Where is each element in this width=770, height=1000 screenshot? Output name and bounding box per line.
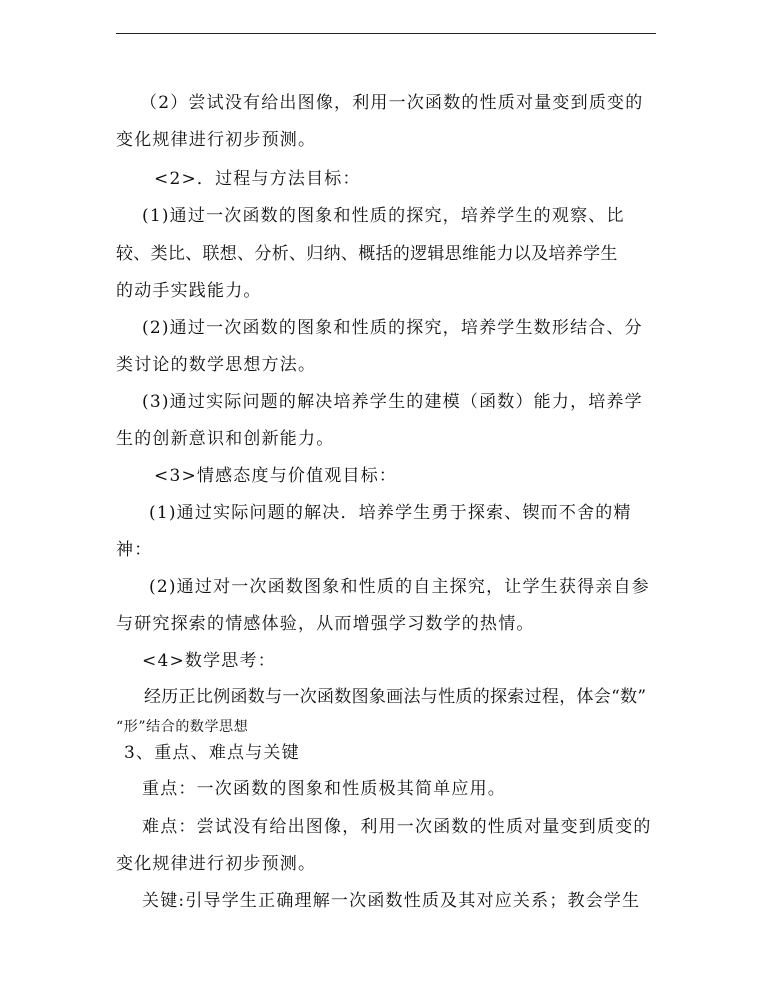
text-line: (1)通过一次函数的图象和性质的探究，培养学生的观察、比 [142, 206, 625, 226]
text-line: 的动手实践能力。 [116, 281, 262, 301]
text-line: 神： [116, 540, 153, 560]
header-rule [116, 33, 656, 34]
section-heading: <4>数学思考： [142, 651, 276, 671]
text-line: 经历正比例函数与一次函数图象画法与性质的探索过程，体会“数” [144, 687, 647, 707]
text-line: 类讨论的数学思想方法。 [116, 355, 317, 375]
text-line: 较、类比、联想、分析、归纳、概括的逻辑思维能力以及培养学生 [116, 244, 618, 264]
text-line: 关键:引导学生正确理解一次函数性质及其对应关系；教会学生 [142, 891, 641, 911]
section-heading: 3、重点、难点与关键 [124, 743, 300, 763]
text-line: 生的创新意识和创新能力。 [116, 429, 335, 449]
text-line: 重点：一次函数的图象和性质极其简单应用。 [142, 779, 506, 799]
section-heading: <2>．过程与方法目标： [154, 169, 361, 189]
text-line: (3)通过实际问题的解决培养学生的建模（函数）能力，培养学 [142, 392, 643, 412]
text-line: 难点：尝试没有给出图像，利用一次函数的性质对量变到质变的 [142, 817, 652, 837]
text-line: 变化规律进行初步预测。 [116, 130, 317, 150]
text-line: (2)通过一次函数的图象和性质的探究，培养学生数形结合、分 [142, 318, 643, 338]
text-line: (2)通过对一次函数图象和性质的自主探究，让学生获得亲自参 [149, 577, 650, 597]
section-heading: <3>情感态度与价值观目标： [154, 466, 398, 486]
text-line: 与研究探索的情感体验，从而增强学习数学的热情。 [116, 614, 535, 634]
text-line: 变化规律进行初步预测。 [116, 854, 317, 874]
text-line: (1)通过实际问题的解决．培养学生勇于探索、锲而不舍的精 [149, 503, 632, 523]
text-line: “形”结合的数学思想 [116, 719, 249, 735]
text-line: （2）尝试没有给出图像，利用一次函数的性质对量变到质变的 [140, 93, 644, 113]
